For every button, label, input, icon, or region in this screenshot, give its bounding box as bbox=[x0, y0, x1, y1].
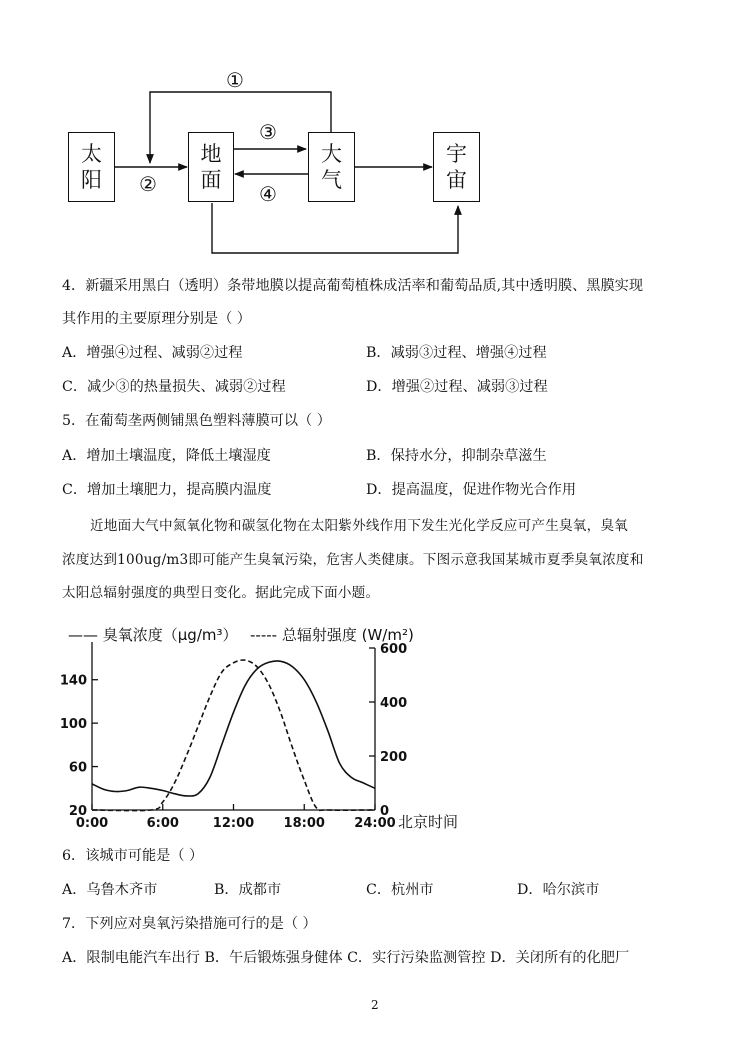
legend-ozone: —— 臭氧浓度（μg/m³） bbox=[68, 626, 238, 644]
q5-option-c: C．增加土壤肥力，提高膜内温度 bbox=[62, 482, 272, 498]
box-sun bbox=[68, 132, 115, 202]
box-ground-char1: 地 bbox=[200, 142, 222, 166]
box-sun-char2: 阳 bbox=[81, 168, 102, 192]
q4-stem-line1: 4．新疆采用黑白（透明）条带地膜以提高葡萄植株成活率和葡萄品质,其中透明膜、黑膜实现 bbox=[62, 278, 644, 294]
label-4: ④ bbox=[259, 182, 277, 206]
q4-option-c: C．减少③的热量损失、减弱②过程 bbox=[62, 379, 286, 395]
q6-option-c: C．杭州市 bbox=[366, 882, 434, 898]
y-left-tick-label: 20 bbox=[68, 804, 87, 819]
box-atmosphere-char1: 大 bbox=[321, 142, 342, 166]
label-1: ① bbox=[226, 68, 244, 92]
label-2: ② bbox=[139, 172, 157, 196]
x-tick-label: 6:00 bbox=[146, 816, 179, 831]
passage-line2: 浓度达到100ug/m3即可能产生臭氧污染，危害人类健康。下图示意我国某城市夏季臭氧浓度和 bbox=[62, 552, 644, 568]
q4-option-d: D．增强②过程、减弱③过程 bbox=[366, 379, 548, 395]
arrow-ground-universe bbox=[212, 203, 458, 253]
q5-option-d: D．提高温度，促进作物光合作用 bbox=[366, 482, 577, 498]
q5-stem: 5．在葡萄垄两侧铺黑色塑料薄膜可以（ ） bbox=[62, 413, 331, 429]
box-universe-char1: 宇 bbox=[446, 142, 467, 166]
q4-option-a: A．增强④过程、减弱②过程 bbox=[62, 345, 243, 361]
y-left-tick-label: 60 bbox=[68, 760, 87, 776]
legend-radiation: ----- 总辐射强度 (W/m²) bbox=[250, 626, 414, 644]
x-tick-label: 18:00 bbox=[283, 816, 325, 831]
q5-option-b: B．保持水分，抑制杂草滋生 bbox=[366, 448, 547, 464]
x-axis-label: 北京时间 bbox=[398, 813, 459, 831]
box-ground-char2: 面 bbox=[200, 168, 222, 192]
q7-stem: 7．下列应对臭氧污染措施可行的是（ ） bbox=[62, 916, 317, 932]
x-tick-label: 24:00 bbox=[354, 816, 396, 831]
box-universe-char2: 宙 bbox=[446, 168, 467, 192]
y-left-tick-label: 140 bbox=[59, 673, 87, 689]
y-right-tick-label: 600 bbox=[380, 642, 408, 657]
box-atmosphere bbox=[308, 132, 355, 202]
arrow-1 bbox=[150, 92, 331, 163]
page-number: 2 bbox=[371, 998, 379, 1012]
label-3: ③ bbox=[259, 120, 277, 144]
box-sun-char1: 太 bbox=[81, 142, 102, 166]
q5-option-a: A．增加土壤温度，降低土壤湿度 bbox=[62, 448, 271, 464]
x-tick-label: 12:00 bbox=[212, 816, 255, 831]
q6-option-d: D．哈尔滨市 bbox=[517, 882, 600, 898]
ozone-radiation-chart bbox=[0, 612, 752, 837]
box-universe bbox=[433, 132, 480, 202]
box-ground bbox=[188, 132, 234, 202]
q6-stem: 6．该城市可能是（ ） bbox=[62, 848, 204, 864]
q6-option-b: B．成都市 bbox=[214, 882, 282, 898]
q4-option-b: B．减弱③过程、增强④过程 bbox=[366, 345, 547, 361]
passage-line1: 近地面大气中氮氧化物和碳氢化物在太阳紫外线作用下发生光化学反应可产生臭氧，臭氧 bbox=[90, 518, 628, 534]
q7-options: A．限制电能汽车出行 B．午后锻炼强身健体 C．实行污染监测管控 D．关闭所有的化肥厂 bbox=[62, 950, 630, 966]
y-right-tick-label: 0 bbox=[380, 804, 390, 819]
y-right-tick-label: 400 bbox=[380, 696, 408, 711]
passage-line3: 太阳总辐射强度的典型日变化。据此完成下面小题。 bbox=[62, 585, 380, 601]
box-atmosphere-char2: 气 bbox=[321, 168, 342, 192]
x-tick-label: 0:00 bbox=[75, 816, 109, 831]
series-ozone-line bbox=[92, 661, 375, 796]
q6-option-a: A．乌鲁木齐市 bbox=[62, 882, 158, 898]
q4-stem-line2: 其作用的主要原理分别是（ ） bbox=[62, 311, 251, 327]
y-left-tick-label: 100 bbox=[59, 717, 87, 733]
y-right-tick-label: 200 bbox=[380, 750, 408, 765]
